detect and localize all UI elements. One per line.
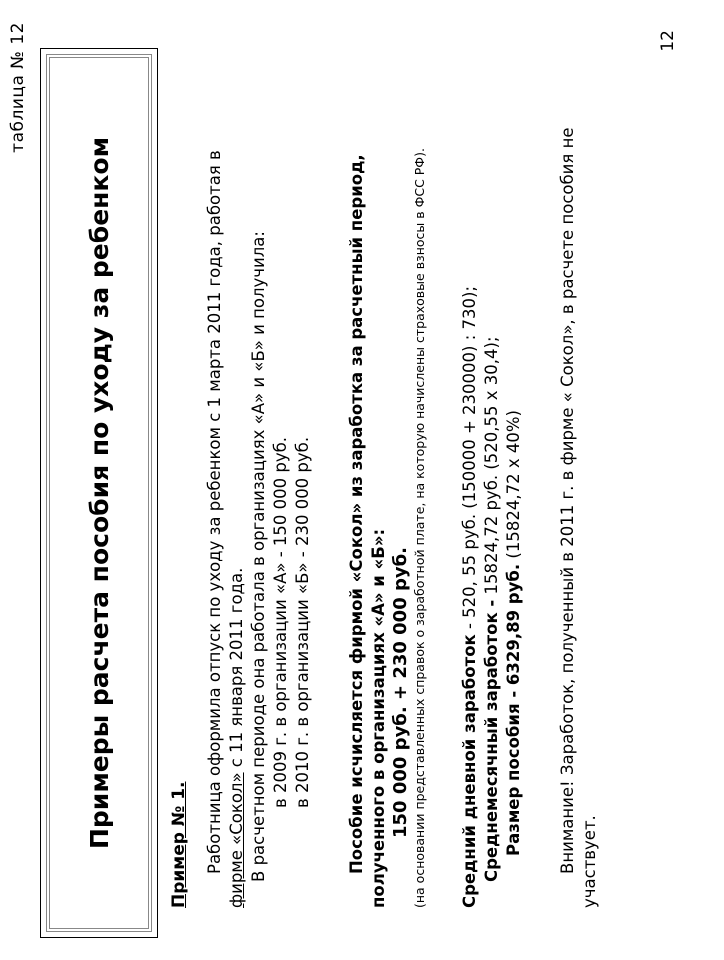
benefit-size	[503, 58, 525, 908]
benefit-value: (15824,72 x 40%)	[504, 410, 523, 564]
monthly-label: Среднемесячный заработок -	[482, 599, 501, 882]
intro-line2: с 11 января 2011 года.	[227, 567, 246, 773]
example-content	[168, 58, 601, 908]
daily-value: - 520, 55 руб. (150000 + 230000) : 730);	[460, 285, 479, 635]
monthly-earnings	[481, 58, 503, 908]
intro-firm: фирме «Сокол»	[227, 772, 246, 908]
benefit-label: Размер пособия - 6329,89 руб.	[504, 563, 523, 856]
intro-line1: Работница оформила отпуск по уходу за ребенком с 1 марта 2011 года, работая в	[205, 150, 224, 874]
calc-sum: 150 000 руб. + 230 000 руб.	[390, 546, 411, 838]
title-frame	[40, 48, 158, 938]
intro-paragraph	[204, 58, 248, 908]
calc-line2: полученного в организациях «А» и «Б»:	[369, 528, 388, 908]
period-line: В расчетном периоде она работала в организациях «А» и «Б» и получила:	[249, 231, 268, 882]
income-2010: в 2010 г. в организации «Б» - 230 000 руб.	[293, 436, 312, 808]
income-2009: в 2009 г. в организации «А» - 150 000 руб.	[271, 436, 290, 808]
calc-note: (на основании представленных справок о заработной плате, на которую начислены страховые взносы в ФСС РФ).	[412, 148, 427, 908]
page-number: 12	[658, 30, 678, 52]
monthly-value: 15824,72 руб. (520,55 x 30,4);	[482, 336, 501, 600]
example-heading: Пример № 1.	[169, 781, 189, 908]
table-number: таблица № 12	[8, 22, 28, 153]
page-title: Примеры расчета пособия по уходу за ребенком	[84, 136, 114, 850]
daily-label: Средний дневной заработок	[460, 634, 479, 908]
calc-line1: Пособие исчисляется фирмой «Сокол» из заработка за расчетный период,	[347, 154, 366, 874]
warning-note: Внимание! Заработок, полученный в 2011 г. в фирме « Сокол», в расчете пособия не участвует.	[558, 127, 599, 908]
daily-earnings	[459, 58, 481, 908]
